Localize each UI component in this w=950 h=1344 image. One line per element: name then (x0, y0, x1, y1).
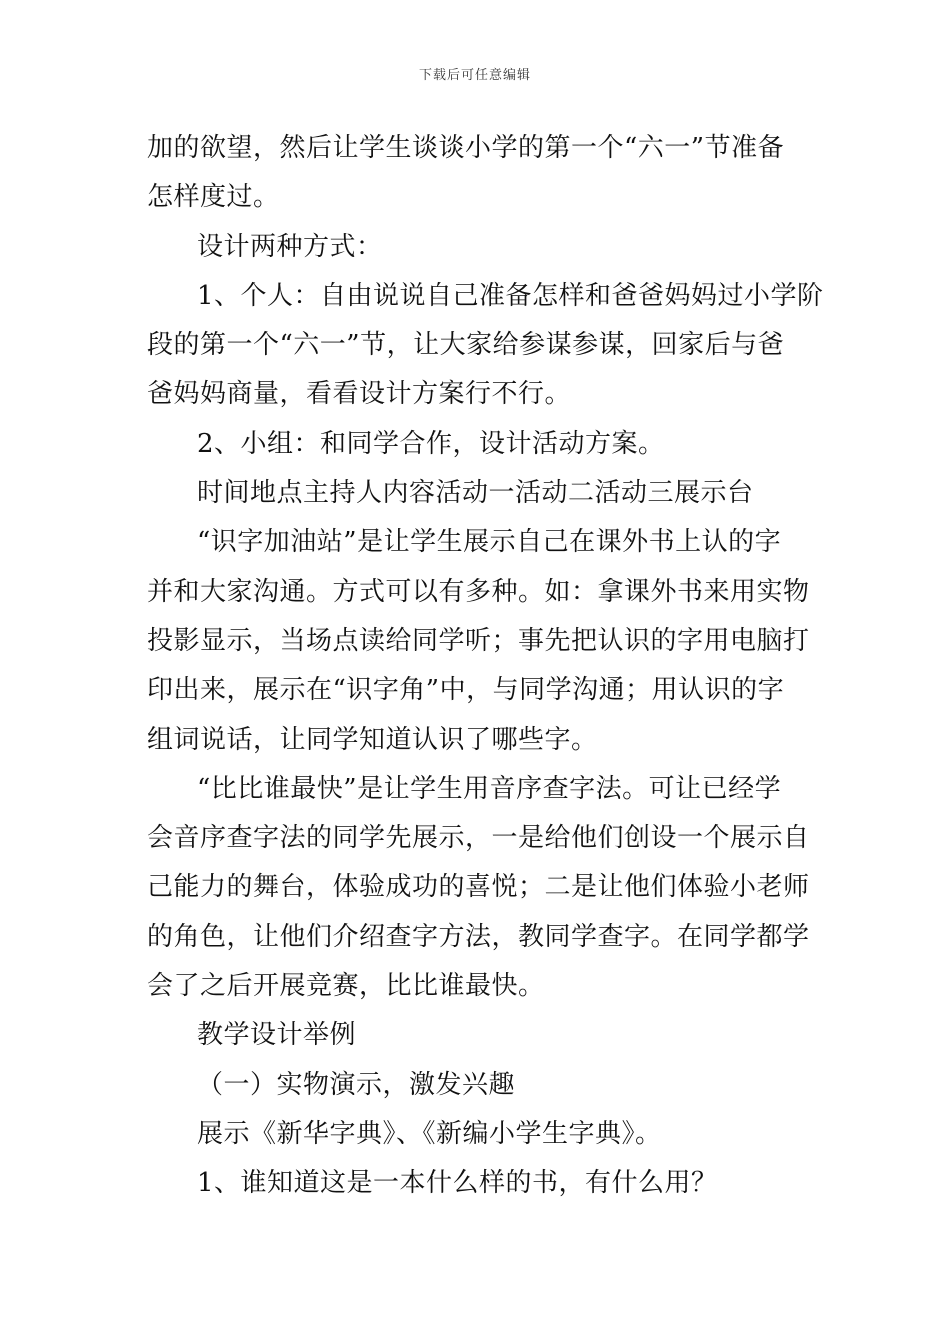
document-body (147, 124, 824, 1209)
text-line: 时间地点主持人内容活动一活动二活动三展示台 (197, 478, 754, 509)
text-line: 组词说话，让同学知道认识了哪些字。 (147, 724, 598, 755)
text-line: 展示《新华字典》、《新编小学生字典》。 (197, 1118, 662, 1149)
text-line: 1、个人：自由说说自己准备怎样和爸爸妈妈过小学阶 (197, 280, 824, 311)
text-line: 会了之后开展竞赛，比比谁最快。 (147, 971, 545, 1002)
text-line: 2、小组：和同学合作，设计活动方案。 (197, 428, 665, 459)
text-line: 印出来，展示在“识字角”中，与同学沟通；用认识的字 (147, 675, 785, 706)
text-line: 段的第一个“六一”节，让大家给参谋参谋，回家后与爸 (147, 330, 785, 361)
text-line: 会音序查字法的同学先展示，一是给他们创设一个展示自 (147, 823, 810, 854)
text-line: 爸妈妈商量，看看设计方案行不行。 (147, 379, 572, 410)
text-line: 投影显示，当场点读给同学听；事先把认识的字用电脑打 (147, 625, 810, 656)
text-line: 怎样度过。 (147, 182, 280, 213)
text-line: 设计两种方式： (197, 231, 383, 262)
page-header: 下载后可任意编辑 (418, 68, 531, 83)
text-line: 的角色，让他们介绍查字方法，教同学查字。在同学都学 (147, 921, 810, 952)
text-line: 加的欲望，然后让学生谈谈小学的第一个“六一”节准备 (147, 133, 785, 163)
text-line: 1、谁知道这是一本什么样的书，有什么用？ (197, 1168, 718, 1199)
text-line: 教学设计举例 (197, 1020, 357, 1051)
text-line: 己能力的舞台，体验成功的喜悦；二是让他们体验小老师 (147, 872, 810, 903)
text-line: 并和大家沟通。方式可以有多种。如：拿课外书来用实物 (147, 576, 810, 607)
text-line: （一）实物演示，激发兴趣 (197, 1069, 516, 1100)
text-line: “比比谁最快”是让学生用音序查字法。可让已经学 (197, 773, 782, 804)
text-line: “识字加油站”是让学生展示自己在课外书上认的字 (197, 527, 782, 558)
